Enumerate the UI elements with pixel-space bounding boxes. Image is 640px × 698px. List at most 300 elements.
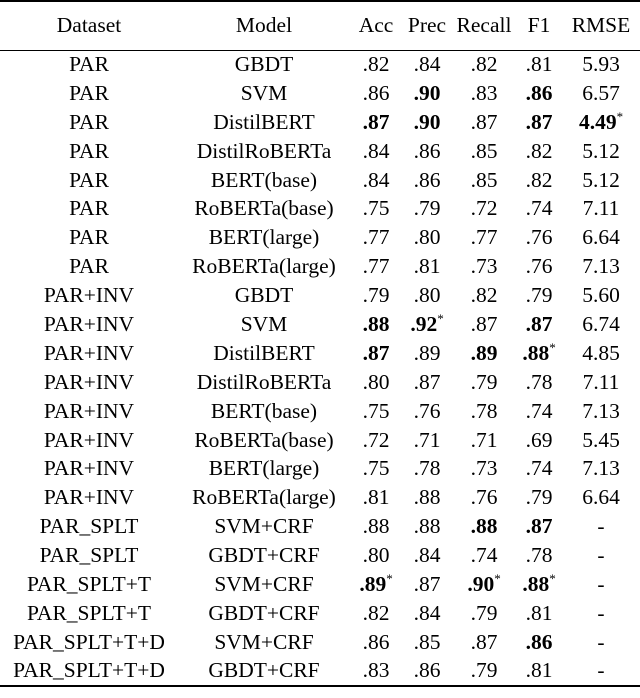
significance-marker: *	[386, 570, 393, 586]
cell-dataset	[0, 541, 178, 570]
cell-dataset	[0, 426, 178, 455]
cell-value: .85	[470, 138, 498, 163]
cell-value: .76	[470, 485, 498, 510]
cell-dataset	[0, 339, 178, 368]
significance-marker: *	[549, 339, 556, 355]
cell-value: .81	[525, 600, 553, 625]
cell-f1	[516, 310, 562, 339]
cell-prec	[402, 426, 452, 455]
cell-prec	[402, 368, 452, 397]
cell-acc	[350, 50, 402, 79]
cell-value: .90	[413, 80, 441, 105]
cell-recall	[452, 599, 516, 628]
cell-rmse	[562, 570, 640, 599]
cell-value: DistilRoBERTa	[196, 138, 332, 163]
cell-value: 6.74	[582, 311, 620, 336]
cell-value: RoBERTa(large)	[192, 254, 336, 279]
table-row	[0, 454, 640, 483]
cell-value: .78	[470, 398, 498, 423]
cell-model	[178, 541, 350, 570]
cell-prec	[402, 194, 452, 223]
table-row	[0, 166, 640, 195]
cell-value: 6.57	[582, 80, 620, 105]
table-row	[0, 483, 640, 512]
cell-value: PAR+INV	[43, 456, 135, 481]
cell-f1	[516, 166, 562, 195]
cell-value: .77	[362, 254, 390, 279]
cell-value: 5.12	[582, 167, 620, 192]
cell-value: .88	[413, 514, 441, 539]
cell-acc	[350, 339, 402, 368]
cell-value: .75	[362, 398, 390, 423]
cell-value: .86	[413, 167, 441, 192]
cell-value: .84	[362, 138, 390, 163]
cell-dataset	[0, 50, 178, 79]
cell-value: .87	[413, 571, 441, 596]
cell-prec	[402, 108, 452, 137]
table-row	[0, 50, 640, 79]
cell-prec	[402, 223, 452, 252]
cell-value: PAR+INV	[43, 398, 135, 423]
table-row	[0, 541, 640, 570]
cell-recall	[452, 108, 516, 137]
cell-value: 7.11	[582, 369, 620, 394]
cell-rmse	[562, 166, 640, 195]
cell-recall	[452, 166, 516, 195]
cell-value: BERT(large)	[208, 225, 320, 250]
cell-model	[178, 137, 350, 166]
cell-f1	[516, 657, 562, 686]
cell-value: GBDT+CRF	[208, 658, 320, 683]
cell-rmse	[562, 657, 640, 686]
cell-value: PAR	[69, 138, 109, 163]
cell-value: .78	[525, 369, 553, 394]
cell-value: .81	[413, 254, 441, 279]
header-rmse: RMSE	[562, 1, 640, 50]
cell-value: .80	[362, 543, 390, 568]
cell-value: .83	[470, 80, 498, 105]
cell-value: .69	[525, 427, 553, 452]
cell-value: -	[597, 514, 605, 539]
cell-value: .86	[362, 80, 390, 105]
table-row	[0, 426, 640, 455]
cell-value: .82	[525, 138, 553, 163]
cell-dataset	[0, 397, 178, 426]
header-acc: Acc	[350, 1, 402, 50]
cell-value: SVM+CRF	[214, 514, 314, 539]
cell-value: SVM+CRF	[214, 629, 314, 654]
cell-value: .79	[470, 369, 498, 394]
cell-value: DistilRoBERTa	[196, 369, 332, 394]
cell-value: .85	[470, 167, 498, 192]
cell-dataset	[0, 368, 178, 397]
cell-value: -	[597, 600, 605, 625]
cell-recall	[452, 50, 516, 79]
cell-value: DistilBERT	[213, 340, 315, 365]
cell-value: .71	[470, 427, 498, 452]
cell-f1	[516, 454, 562, 483]
cell-f1	[516, 541, 562, 570]
cell-model	[178, 368, 350, 397]
cell-recall	[452, 310, 516, 339]
cell-recall	[452, 368, 516, 397]
cell-recall	[452, 223, 516, 252]
cell-dataset	[0, 310, 178, 339]
cell-value: PAR_SPLT	[39, 514, 139, 539]
cell-value: PAR_SPLT+T	[26, 600, 152, 625]
table-row	[0, 310, 640, 339]
cell-value: PAR+INV	[43, 283, 135, 308]
cell-value: PAR_SPLT	[39, 543, 139, 568]
cell-value: .79	[525, 283, 553, 308]
table-row	[0, 570, 640, 599]
cell-value: 7.11	[582, 196, 620, 221]
cell-model	[178, 166, 350, 195]
cell-value: .79	[525, 485, 553, 510]
cell-prec	[402, 339, 452, 368]
cell-value: .73	[470, 456, 498, 481]
cell-model	[178, 50, 350, 79]
cell-value: PAR+INV	[43, 369, 135, 394]
cell-value: .88	[522, 571, 550, 596]
cell-f1	[516, 368, 562, 397]
cell-value: .89	[470, 340, 498, 365]
cell-value: -	[597, 629, 605, 654]
cell-value: .84	[362, 167, 390, 192]
significance-marker: *	[437, 310, 444, 326]
table-row	[0, 657, 640, 686]
cell-rmse	[562, 339, 640, 368]
cell-acc	[350, 194, 402, 223]
cell-value: BERT(base)	[210, 167, 318, 192]
table-row	[0, 194, 640, 223]
cell-dataset	[0, 483, 178, 512]
significance-marker: *	[616, 108, 624, 124]
cell-recall	[452, 137, 516, 166]
cell-value: .72	[470, 196, 498, 221]
cell-prec	[402, 454, 452, 483]
cell-acc	[350, 108, 402, 137]
cell-value: PAR	[69, 254, 109, 279]
cell-value: .89	[413, 340, 441, 365]
table-row	[0, 512, 640, 541]
cell-model	[178, 339, 350, 368]
cell-value: .89	[359, 571, 387, 596]
cell-value: .87	[413, 369, 441, 394]
cell-recall	[452, 454, 516, 483]
cell-prec	[402, 137, 452, 166]
cell-rmse	[562, 368, 640, 397]
cell-rmse	[562, 108, 640, 137]
cell-value: .79	[413, 196, 441, 221]
cell-value: 7.13	[582, 254, 620, 279]
cell-model	[178, 483, 350, 512]
cell-value: .81	[525, 52, 553, 77]
cell-value: PAR_SPLT+T+D	[13, 658, 165, 683]
cell-value: 6.64	[582, 225, 620, 250]
cell-f1	[516, 339, 562, 368]
cell-prec	[402, 281, 452, 310]
cell-value: .85	[413, 629, 441, 654]
cell-value: 5.45	[582, 427, 620, 452]
cell-acc	[350, 657, 402, 686]
cell-recall	[452, 657, 516, 686]
cell-dataset	[0, 194, 178, 223]
cell-value: .75	[362, 456, 390, 481]
cell-f1	[516, 483, 562, 512]
cell-value: 4.85	[582, 340, 620, 365]
cell-prec	[402, 570, 452, 599]
cell-model	[178, 599, 350, 628]
cell-value: .87	[525, 311, 553, 336]
cell-value: 7.13	[582, 398, 620, 423]
cell-prec	[402, 483, 452, 512]
cell-value: .88	[362, 514, 390, 539]
cell-value: .76	[413, 398, 441, 423]
cell-value: 5.93	[582, 52, 620, 77]
cell-value: GBDT+CRF	[208, 600, 320, 625]
cell-value: PAR	[69, 52, 109, 77]
cell-acc	[350, 426, 402, 455]
cell-dataset	[0, 166, 178, 195]
cell-value: .84	[413, 600, 441, 625]
cell-value: PAR	[69, 167, 109, 192]
cell-prec	[402, 50, 452, 79]
cell-value: .82	[470, 283, 498, 308]
cell-value: .81	[362, 485, 390, 510]
cell-value: .87	[470, 311, 498, 336]
cell-value: .80	[362, 369, 390, 394]
cell-value: -	[597, 543, 605, 568]
cell-value: PAR_SPLT+T+D	[13, 629, 165, 654]
cell-f1	[516, 50, 562, 79]
cell-rmse	[562, 137, 640, 166]
cell-value: .88	[522, 340, 550, 365]
table-row	[0, 281, 640, 310]
cell-value: .86	[362, 629, 390, 654]
cell-acc	[350, 368, 402, 397]
cell-f1	[516, 223, 562, 252]
cell-acc	[350, 628, 402, 657]
cell-value: .82	[362, 52, 390, 77]
cell-value: .74	[525, 196, 553, 221]
cell-value: .84	[413, 52, 441, 77]
cell-value: .87	[525, 109, 553, 134]
cell-rmse	[562, 194, 640, 223]
cell-value: PAR+INV	[43, 340, 135, 365]
cell-prec	[402, 252, 452, 281]
cell-value: .79	[470, 600, 498, 625]
cell-recall	[452, 281, 516, 310]
cell-value: 7.13	[582, 456, 620, 481]
cell-value: .71	[413, 427, 441, 452]
cell-value: 5.60	[582, 283, 620, 308]
cell-model	[178, 397, 350, 426]
cell-value: GBDT+CRF	[208, 543, 320, 568]
cell-rmse	[562, 252, 640, 281]
cell-value: 5.12	[582, 138, 620, 163]
cell-model	[178, 252, 350, 281]
cell-prec	[402, 79, 452, 108]
cell-f1	[516, 599, 562, 628]
cell-acc	[350, 570, 402, 599]
cell-f1	[516, 512, 562, 541]
cell-value: .75	[362, 196, 390, 221]
cell-rmse	[562, 223, 640, 252]
header-dataset: Dataset	[0, 1, 178, 50]
cell-model	[178, 657, 350, 686]
cell-dataset	[0, 657, 178, 686]
cell-acc	[350, 252, 402, 281]
cell-value: PAR	[69, 109, 109, 134]
cell-value: .87	[470, 629, 498, 654]
cell-value: GBDT	[234, 52, 294, 77]
cell-value: 6.64	[582, 485, 620, 510]
cell-prec	[402, 397, 452, 426]
cell-value: .84	[413, 543, 441, 568]
cell-dataset	[0, 137, 178, 166]
cell-value: SVM	[240, 311, 288, 336]
cell-value: PAR+INV	[43, 311, 135, 336]
cell-recall	[452, 483, 516, 512]
cell-dataset	[0, 454, 178, 483]
cell-rmse	[562, 79, 640, 108]
cell-prec	[402, 166, 452, 195]
cell-value: .79	[362, 283, 390, 308]
cell-value: .90	[467, 571, 495, 596]
cell-value: .86	[413, 658, 441, 683]
table-row	[0, 397, 640, 426]
cell-value: .86	[413, 138, 441, 163]
cell-value: .86	[525, 629, 553, 654]
cell-value: PAR	[69, 196, 109, 221]
cell-value: .74	[525, 398, 553, 423]
table-row	[0, 368, 640, 397]
cell-recall	[452, 252, 516, 281]
cell-acc	[350, 137, 402, 166]
cell-rmse	[562, 397, 640, 426]
cell-prec	[402, 512, 452, 541]
cell-value: .88	[362, 311, 390, 336]
cell-recall	[452, 79, 516, 108]
cell-rmse	[562, 599, 640, 628]
cell-f1	[516, 570, 562, 599]
cell-value: .76	[525, 225, 553, 250]
table-row	[0, 628, 640, 657]
cell-value: .82	[362, 600, 390, 625]
cell-acc	[350, 166, 402, 195]
cell-value: .90	[413, 109, 441, 134]
cell-value: .80	[413, 225, 441, 250]
table-header	[0, 1, 640, 50]
cell-dataset	[0, 512, 178, 541]
cell-value: .87	[362, 109, 390, 134]
table-row	[0, 223, 640, 252]
cell-f1	[516, 79, 562, 108]
cell-f1	[516, 108, 562, 137]
cell-value: SVM	[240, 80, 288, 105]
cell-recall	[452, 512, 516, 541]
cell-value: .82	[525, 167, 553, 192]
cell-rmse	[562, 454, 640, 483]
cell-acc	[350, 79, 402, 108]
cell-prec	[402, 628, 452, 657]
table-row	[0, 108, 640, 137]
table-row	[0, 339, 640, 368]
cell-prec	[402, 599, 452, 628]
cell-rmse	[562, 310, 640, 339]
significance-marker: *	[549, 570, 556, 586]
cell-value: PAR	[69, 80, 109, 105]
significance-marker: *	[494, 570, 501, 586]
cell-dataset	[0, 281, 178, 310]
cell-prec	[402, 310, 452, 339]
cell-model	[178, 281, 350, 310]
cell-value: .72	[362, 427, 390, 452]
cell-acc	[350, 281, 402, 310]
cell-prec	[402, 657, 452, 686]
cell-value: DistilBERT	[213, 109, 315, 134]
cell-value: BERT(large)	[208, 456, 320, 481]
table-body	[0, 50, 640, 686]
cell-value: 4.49	[578, 109, 617, 134]
cell-f1	[516, 194, 562, 223]
cell-f1	[516, 252, 562, 281]
cell-value: .83	[362, 658, 390, 683]
cell-value: .74	[525, 456, 553, 481]
cell-value: PAR+INV	[43, 485, 135, 510]
cell-value: .80	[413, 283, 441, 308]
cell-acc	[350, 310, 402, 339]
cell-value: BERT(base)	[210, 398, 318, 423]
cell-f1	[516, 426, 562, 455]
header-f1: F1	[516, 1, 562, 50]
cell-value: .78	[525, 543, 553, 568]
cell-dataset	[0, 570, 178, 599]
cell-value: RoBERTa(base)	[194, 427, 334, 452]
cell-rmse	[562, 541, 640, 570]
cell-rmse	[562, 628, 640, 657]
cell-recall	[452, 339, 516, 368]
cell-acc	[350, 512, 402, 541]
cell-model	[178, 512, 350, 541]
cell-prec	[402, 541, 452, 570]
cell-rmse	[562, 426, 640, 455]
cell-model	[178, 194, 350, 223]
cell-dataset	[0, 223, 178, 252]
cell-recall	[452, 628, 516, 657]
cell-f1	[516, 137, 562, 166]
cell-value: GBDT	[234, 283, 294, 308]
cell-value: -	[597, 658, 605, 683]
header-model: Model	[178, 1, 350, 50]
cell-f1	[516, 628, 562, 657]
cell-dataset	[0, 108, 178, 137]
cell-value: .92	[410, 311, 438, 336]
cell-value: .79	[470, 658, 498, 683]
cell-value: .81	[525, 658, 553, 683]
cell-value: .86	[525, 80, 553, 105]
cell-recall	[452, 397, 516, 426]
cell-value: RoBERTa(large)	[192, 485, 336, 510]
table-row	[0, 79, 640, 108]
header-row	[0, 1, 640, 50]
cell-value: .82	[470, 52, 498, 77]
cell-value: -	[597, 571, 605, 596]
cell-value: .88	[413, 485, 441, 510]
cell-acc	[350, 483, 402, 512]
cell-acc	[350, 397, 402, 426]
